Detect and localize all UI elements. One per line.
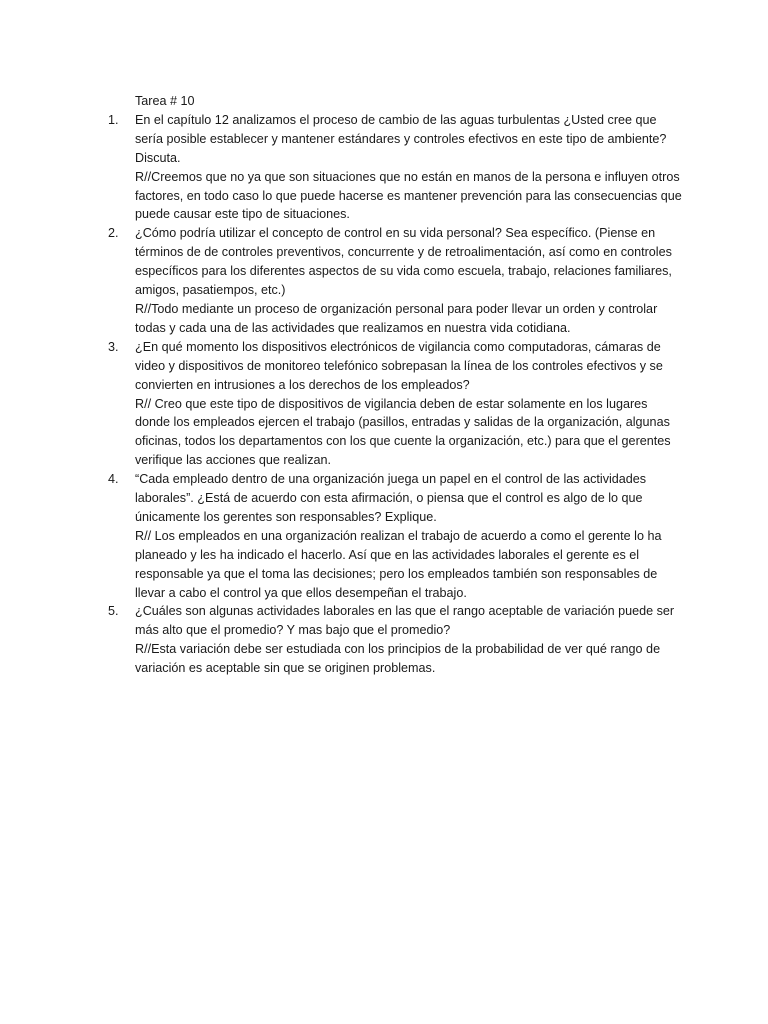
document-body [108,92,684,678]
item-question: “Cada empleado dentro de una organización juega un papel en el control de las actividades laborales”. ¿Está de acuerdo con esta afirmación, o piensa que el control es algo de lo que únicamente los gerentes son responsables? Explique. [135,472,647,524]
list-item [108,224,684,337]
item-number: 2. [108,226,119,241]
item-answer: R// Los empleados en una organización realizan el trabajo de acuerdo a como el gerente lo ha planeado y les ha indicado el hacerlo. Así que en las actividades laborales el gerente es el responsable ya que el toma las decisiones; pero los empleados también son responsables de llevar a cabo el control ya que ellos desempeñan el trabajo. [135,528,662,600]
item-answer: R// Creo que este tipo de dispositivos de vigilancia deben de estar solamente en los lugares donde los empleados ejercen el trabajo (pasillos, entradas y salidas de la organización, algunas oficinas, todos los departamentos con los que cuente la organización, etc.) para que el gerentes verifique las acciones que realizan. [135,396,671,468]
item-question: ¿En qué momento los dispositivos electrónicos de vigilancia como computadoras, cámaras de video y dispositivos de monitoreo telefónico sobrepasan la línea de los controles efectivos y se convierten en intrusiones a los derechos de los empleados? [135,339,663,392]
list-item [108,470,684,602]
item-answer: R//Todo mediante un proceso de organización personal para poder llevar un orden y controlar todas y cada una de las actividades que realizamos en nuestra vida cotidiana. [135,301,658,335]
item-number: 4. [108,472,119,487]
item-question: En el capítulo 12 analizamos el proceso de cambio de las aguas turbulentas ¿Usted cree que sería posible establecer y mantener estándares y controles efectivos en este tipo de ambiente? Discuta. [135,112,667,165]
item-answer: R//Esta variación debe ser estudiada con los principios de la probabilidad de ver qué rango de variación es aceptable sin que se originen problemas. [135,642,661,676]
list-item [108,338,684,470]
item-body [135,111,684,224]
document-title: Tarea # 10 [135,94,195,108]
list-item [108,602,684,678]
list-item [108,111,684,224]
item-number: 1. [108,112,119,127]
item-body [135,470,684,602]
item-body [135,602,684,678]
item-number: 3. [108,339,119,354]
item-question: ¿Cómo podría utilizar el concepto de control en su vida personal? Sea específico. (Piense en términos de de controles preventivos, concurrente y de retroalimentación, así como en controles específicos para los diferentes aspectos de su vida como escuela, trabajo, relaciones familiares, amigos, pasatiempos, etc.) [135,226,672,298]
item-question: ¿Cuáles son algunas actividades laborales en las que el rango aceptable de variación puede ser más alto que el promedio? Y mas bajo que el promedio? [135,604,675,638]
item-answer: R//Creemos que no ya que son situaciones que no están en manos de la persona e influyen otros factores, en todo caso lo que puede hacerse es mantener prevención para las consecuencias que puede causar este tipo de situaciones. [135,169,682,222]
item-body [135,224,684,337]
item-body [135,338,684,470]
item-number: 5. [108,604,119,619]
